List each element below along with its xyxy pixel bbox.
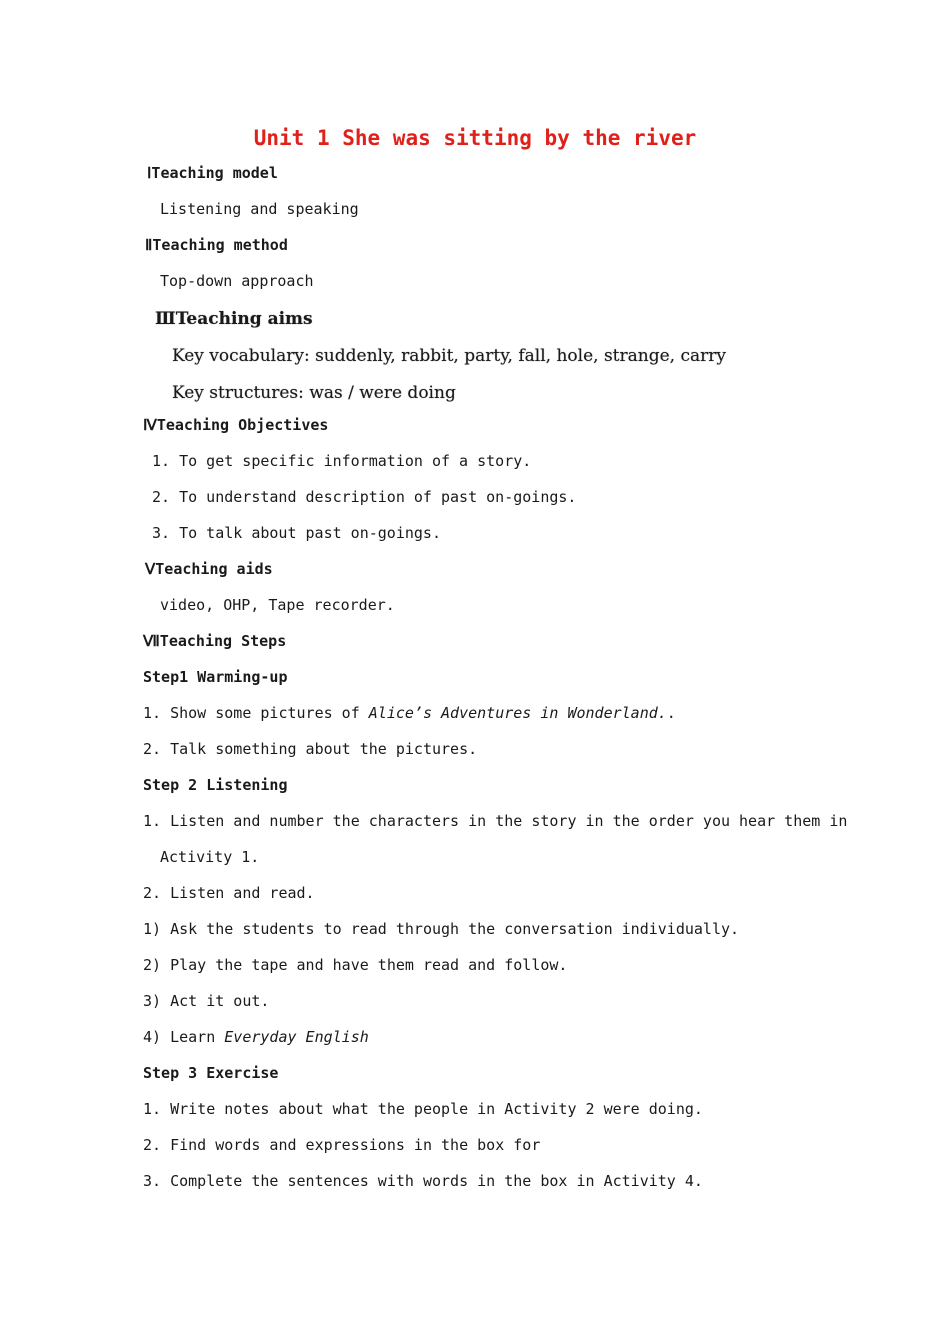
section-teaching-model-heading: ⅠTeaching model xyxy=(147,164,278,182)
step2-sub-item-4 xyxy=(143,1027,369,1047)
step2-item-1-line-1: 1. Listen and number the characters in the story in the order you hear them in xyxy=(143,812,848,830)
objective-item-2: 2. To understand description of past on-goings. xyxy=(152,488,577,506)
step2-sub-item-4-italic: Everyday English xyxy=(224,1028,369,1046)
step3-item-3: 3. Complete the sentences with words in the box in Activity 4. xyxy=(143,1172,703,1190)
step2-sub-item-1: 1) Ask the students to read through the conversation individually. xyxy=(143,920,740,938)
step1-item-2: 2. Talk something about the pictures. xyxy=(143,740,478,758)
step3-heading: Step 3 Exercise xyxy=(143,1064,279,1082)
step1-item-1-suffix: . xyxy=(666,704,676,722)
step1-item-1 xyxy=(143,703,676,723)
step1-heading: Step1 Warming-up xyxy=(143,668,288,686)
step2-item-2: 2. Listen and read. xyxy=(143,884,315,902)
section-teaching-model-body: Listening and speaking xyxy=(160,200,359,218)
teaching-aims-key-structures: Key structures: was / were doing xyxy=(172,383,456,403)
step2-sub-item-3: 3) Act it out. xyxy=(143,992,270,1010)
step2-item-1-line-2: Activity 1. xyxy=(160,848,260,866)
section-teaching-aids-heading: ⅤTeaching aids xyxy=(145,560,273,578)
section-teaching-method-body: Top-down approach xyxy=(160,272,314,290)
section-teaching-aids-body: video, OHP, Tape recorder. xyxy=(160,596,395,614)
step1-item-1-text: 1. Show some pictures of xyxy=(143,704,369,722)
objective-item-1: 1. To get specific information of a story. xyxy=(152,452,532,470)
teaching-aims-key-vocabulary: Key vocabulary: suddenly, rabbit, party, fall, hole, strange, carry xyxy=(172,346,726,366)
step3-item-2: 2. Find words and expressions in the box for xyxy=(143,1136,541,1154)
objective-item-3: 3. To talk about past on-goings. xyxy=(152,524,441,542)
step1-item-1-book-title: Alice’s Adventures in Wonderland. xyxy=(368,704,667,722)
step2-heading: Step 2 Listening xyxy=(143,776,288,794)
section-teaching-aims-heading: ⅢTeaching aims xyxy=(155,309,313,329)
document-title: Unit 1 She was sitting by the river xyxy=(253,126,697,150)
step3-item-1: 1. Write notes about what the people in Activity 2 were doing. xyxy=(143,1100,703,1118)
section-teaching-method-heading: ⅡTeaching method xyxy=(145,236,288,254)
section-teaching-steps-heading: ⅦTeaching Steps xyxy=(143,632,287,650)
section-teaching-objectives-heading: ⅣTeaching Objectives xyxy=(143,416,329,434)
step2-sub-item-4-text: 4) Learn xyxy=(143,1028,225,1046)
step2-sub-item-2: 2) Play the tape and have them read and follow. xyxy=(143,956,568,974)
